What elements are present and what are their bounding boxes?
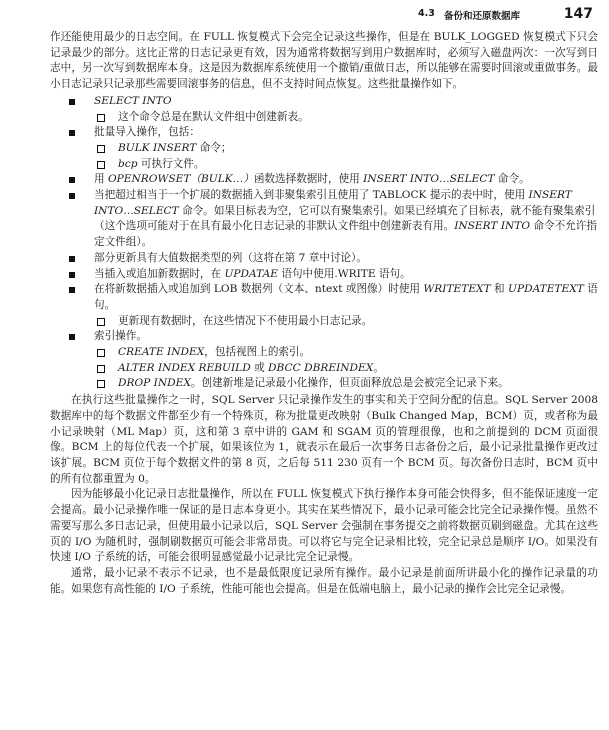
list-item: 索引操作。 CREATE INDEX，包括视图上的索引。 ALTER INDEX REBUILD 或 DBCC DBREINDEX。 DROP INDEX。创建新堆是记录最小化操作，但页面释放总是会被完全记录下来。 <box>50 329 598 392</box>
sub-list-item: DROP INDEX。创建新堆是记录最小化操作，但页面释放总是会被完全记录下来。 <box>94 376 598 392</box>
square-bullet-icon <box>69 177 75 183</box>
page-number: 147 <box>563 6 593 22</box>
square-bullet-icon <box>69 272 75 278</box>
list-item: 当插入或追加新数据时，在 UPDATAE 语句中使用.WRITE 语句。 <box>50 267 598 283</box>
hollow-square-bullet-icon <box>97 380 105 388</box>
square-bullet-icon <box>69 130 75 136</box>
sub-list-item: ALTER INDEX REBUILD 或 DBCC DBREINDEX。 <box>94 361 598 377</box>
sub-list-item: 更新现有数据时，在这些情况下不使用最小日志记录。 <box>94 314 598 330</box>
hollow-square-bullet-icon <box>97 114 105 122</box>
hollow-square-bullet-icon <box>97 145 105 153</box>
sub-list <box>94 110 598 126</box>
list-item <box>50 94 598 125</box>
intro-paragraph: 作还能使用最少的日志空间。在 FULL 恢复模式下会完全记录这些操作，但是在 BULK_LOGGED 恢复模式下只会记录最少的部分。这比正常的日志记录更有效，因为通常将数据写到用户数据库时，必须写入磁盘两次：一次写到日志中，另一次写到数据库本身。这是因为数据库系统使用一个撤销/重做日志，所以能够在需要时回滚或重做事务。最小日志记录只记录那些需要回滚事务的信息，但不支持时间点恢复。这些批量操作如下。 <box>50 31 598 91</box>
list-item: 用 OPENROWSET（BULK…）函数选择数据时，使用 INSERT INTO…SELECT 命令。 <box>50 172 598 188</box>
hollow-square-bullet-icon <box>97 318 105 326</box>
conclusion-paragraph: 通常，最小记录不表示不记录，也不是最低限度记录所有操作。最小记录是前面所讲最小化的操作记录量的功能。如果您有高性能的 I/O 子系统，性能可能也会提高。但是在低端电脑上，最小记录的操作会比完全记录慢。 <box>50 566 598 595</box>
sub-list-item: CREATE INDEX，包括视图上的索引。 <box>94 345 598 361</box>
hollow-square-bullet-icon <box>97 365 105 373</box>
section-number: 4.3 <box>418 8 435 19</box>
square-bullet-icon <box>69 193 75 199</box>
list-item: 批量导入操作，包括： BULK INSERT 命令； bcp 可执行文件。 <box>50 125 598 172</box>
performance-paragraph: 因为能够最小化记录日志批量操作，所以在 FULL 恢复模式下执行操作本身可能会快得多，但不能保证速度一定会提高。最小记录操作唯一保证的是日志本身更小。其实在某些情况下，最小记录可能会比完全记录操作慢。虽然不需要写那么多日志记录，但使用最小记录以后，SQL Server 会强制在事务提交之前将数据页刷到磁盘。尤其在这些页的 I/O 为随机时，强制刷数据页可能会非常昂贵。可以将它与完全记录相比较，完全记录总是顺序 I/O。如果没有快速 I/O 子系统的话，可能会很明显感觉最小记录比完全记录慢。 <box>50 488 598 564</box>
section-title: 备份和还原数据库 <box>444 11 521 22</box>
sub-list-item: bcp 可执行文件。 <box>94 157 598 173</box>
hollow-square-bullet-icon <box>97 161 105 169</box>
sub-list-item: 这个命令总是在默认文件组中创建新表。 <box>94 110 598 126</box>
sub-list <box>94 141 598 172</box>
page-body <box>50 30 598 597</box>
bcm-paragraph: 在执行这些批量操作之一时，SQL Server 只记录操作发生的事实和关于空间分配的信息。SQL Server 2008 数据库中的每个数据文件都至少有一个特殊页，称为批量更改映射（Bulk Changed Map，BCM）页，或者称为最小记录映射（ML Map）页，这和第 3 章中讲的 GAM 和 SGAM 页的管理很像，也和之前提到的 DCM 页面很像。BCM 上的每位代表一个扩展，如果该位为 1，就表示在最后一次事务日志备份之后，最小记录批量操作更改过该扩展。BCM 页位于每个数据文件的第 8 页，之后每 511 230 页有一个 BCM 页。每次备份日志时，BCM 页中的所有位都重置为 0。 <box>50 394 598 485</box>
bulk-operations-list <box>50 94 598 392</box>
square-bullet-icon <box>69 256 75 262</box>
list-item: 当把超过相当于一个扩展的数据插入到非聚集索引且使用了 TABLOCK 提示的表中时，使用 INSERT INTO…SELECT 命令。如果目标表为空，它可以有聚集索引。如果已经填充了目标表，就不能有聚集索引（这个选项可能对于在具有最小化日志记录的非默认文件组中创建新表有用。INSERT INTO 命令不允许指定文件组）。 <box>50 188 598 251</box>
command-text: SELECT INTO <box>94 94 172 107</box>
square-bullet-icon <box>69 334 75 340</box>
sub-list <box>94 314 598 330</box>
hollow-square-bullet-icon <box>97 349 105 357</box>
sub-list <box>94 345 598 392</box>
list-item: 在将新数据插入或追加到 LOB 数据列（文本、ntext 或图像）时使用 WRITETEXT 和 UPDATETEXT 语句。 更新现有数据时，在这些情况下不使用最小日志记录。 <box>50 282 598 329</box>
page-header <box>0 6 609 24</box>
sub-list-item: BULK INSERT 命令； <box>94 141 598 157</box>
square-bullet-icon <box>69 99 75 105</box>
list-item: 部分更新具有大值数据类型的列（这将在第 7 章中讨论）。 <box>50 251 598 267</box>
square-bullet-icon <box>69 287 75 293</box>
